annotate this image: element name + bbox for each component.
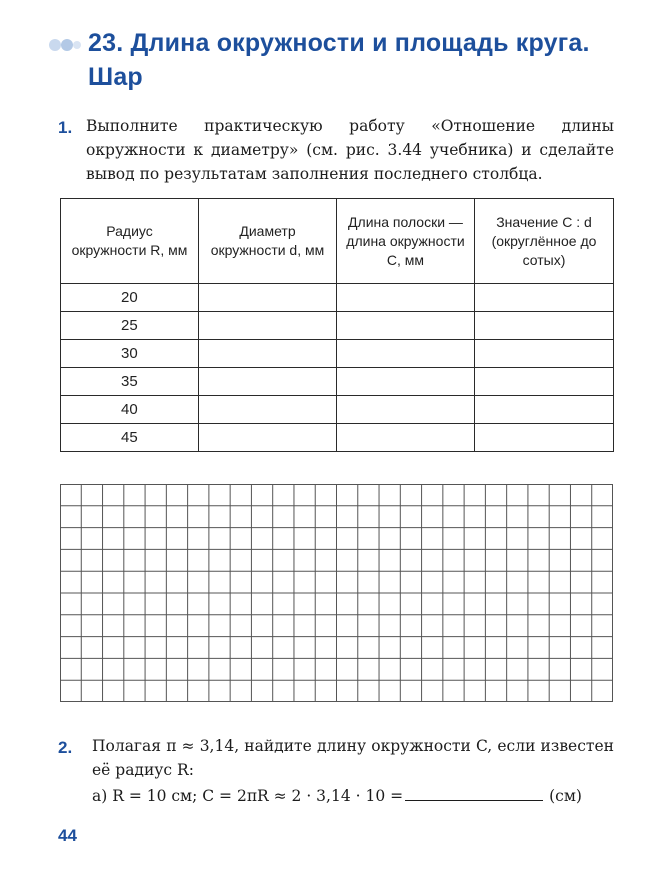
unit-label: (см)	[549, 787, 582, 805]
answer-blank[interactable]	[405, 786, 543, 801]
diameter-input-cell[interactable]	[199, 284, 337, 312]
radius-cell: 25	[61, 312, 199, 340]
diameter-input-cell[interactable]	[199, 312, 337, 340]
table-row	[61, 424, 614, 452]
table-row	[61, 340, 614, 368]
length-input-cell[interactable]	[337, 284, 475, 312]
table-header-row	[61, 199, 614, 284]
length-input-cell[interactable]	[337, 340, 475, 368]
radius-cell: 20	[61, 284, 199, 312]
task-2-text: Полагая π ≈ 3,14, найдите длину окружности C, если известен её радиус R:	[92, 737, 614, 779]
table-row	[61, 312, 614, 340]
task-2a-expression: а) R = 10 см; C = 2πR ≈ 2 · 3,14 · 10 =	[92, 787, 404, 805]
task-1-text: Выполните практическую работу «Отношение длины окружности к диаметру» (см. рис. 3.44 учебника) и сделайте вывод по результатам заполнения последнего столбца.	[86, 117, 614, 183]
task-1-number: 1.	[58, 118, 73, 137]
page-number: 44	[58, 826, 77, 845]
squared-writing-area	[60, 484, 613, 702]
section-title: 23. Длина окружности и площадь круга. Шар	[88, 29, 590, 91]
length-input-cell[interactable]	[337, 396, 475, 424]
ratio-input-cell[interactable]	[475, 368, 614, 396]
table-row	[61, 396, 614, 424]
answer-grid[interactable]	[60, 484, 613, 707]
measurement-table	[60, 198, 614, 452]
task-2a-formula	[92, 786, 622, 805]
header-radius: Радиус окружности R, мм	[61, 199, 199, 284]
ratio-input-cell[interactable]	[475, 340, 614, 368]
diameter-input-cell[interactable]	[199, 424, 337, 452]
title-marker-icon	[48, 36, 82, 54]
radius-cell: 40	[61, 396, 199, 424]
table-row	[61, 368, 614, 396]
length-input-cell[interactable]	[337, 424, 475, 452]
task-2-number: 2.	[58, 738, 73, 757]
radius-cell: 35	[61, 368, 199, 396]
radius-cell: 45	[61, 424, 199, 452]
ratio-input-cell[interactable]	[475, 284, 614, 312]
table-row	[61, 284, 614, 312]
ratio-input-cell[interactable]	[475, 396, 614, 424]
length-input-cell[interactable]	[337, 312, 475, 340]
header-length: Длина полоски — длина окружности C, мм	[337, 199, 475, 284]
header-ratio: Значение C : d (округлённое до сотых)	[475, 199, 614, 284]
length-input-cell[interactable]	[337, 368, 475, 396]
header-diameter: Диаметр окружности d, мм	[199, 199, 337, 284]
diameter-input-cell[interactable]	[199, 340, 337, 368]
ratio-input-cell[interactable]	[475, 312, 614, 340]
radius-cell: 30	[61, 340, 199, 368]
diameter-input-cell[interactable]	[199, 396, 337, 424]
ratio-input-cell[interactable]	[475, 424, 614, 452]
diameter-input-cell[interactable]	[199, 368, 337, 396]
